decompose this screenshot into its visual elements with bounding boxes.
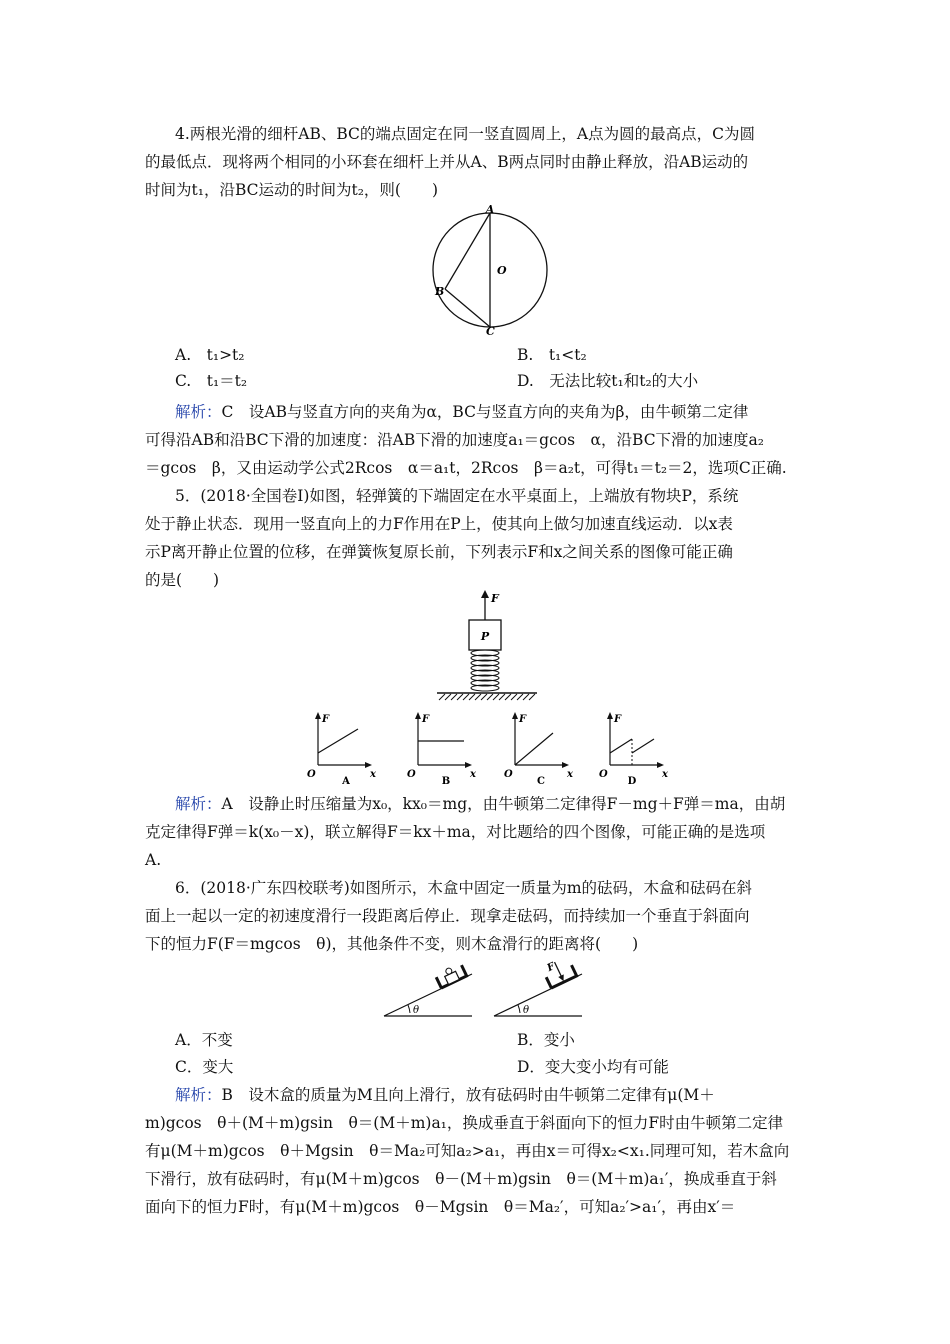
q6-option-c: C．变大 [175, 1058, 234, 1076]
q6-answer-line-2: m)gcos θ＋(M＋m)gsin θ＝(M＋m)a₁，换成垂直于斜面向下的恒力F时由牛顿第二定律 [145, 1114, 784, 1132]
q5-answer-line-2: 克定律得F弹＝k(x₀－x)，联立解得F＝kx＋ma，对比题给的四个图像，可能正确的是选项 [145, 823, 766, 841]
graph-b [400, 705, 480, 787]
q6-option-a: A．不变 [175, 1031, 233, 1049]
q5-stem-line-1: 5．(2018·全国卷Ⅰ)如图，轻弹簧的下端固定在水平桌面上，上端放有物块P，系统 [175, 487, 739, 505]
force-label: F [491, 592, 499, 605]
svg-text:F: F [545, 961, 557, 975]
box-with-force [541, 956, 577, 988]
svg-text:O: O [407, 769, 416, 780]
svg-text:F: F [322, 714, 330, 725]
q6-answer-line-5: 面向下的恒力F时，有μ(M＋m)gcos θ－Mgsin θ＝Ma₂′，可知a₂′>a₁′，再由x′＝ [145, 1198, 736, 1216]
incline-with-weight [380, 958, 480, 1020]
q5-stem-line-3: 示P离开静止位置的位移，在弹簧恢复原长前，下列表示F和x之间关系的图像可能正确 [145, 543, 733, 561]
q4-stem-line-2: 的最低点．现将两个相同的小环套在细杆上并从A、B两点同时由静止释放，沿AB运动的 [145, 153, 749, 171]
graph-d-label: D [627, 776, 637, 787]
analysis-label: 解析： [175, 403, 222, 421]
svg-text:F: F [519, 714, 527, 725]
q4-stem-line-1: 4.两根光滑的细杆AB、BC的端点固定在同一竖直圆周上，A点为圆的最高点，C为圆 [175, 125, 755, 143]
graph-c [497, 705, 577, 787]
q6-stem-line-3: 下的恒力F(F＝mgcos θ)，其他条件不变，则木盒滑行的距离将( ) [145, 935, 639, 953]
label-o: O [497, 264, 507, 277]
q6-answer-line-4: 下滑行，放有砝码时，有μ(M＋m)gcos θ－(M＋m)gsin θ＝(M＋m)a₁′，换成垂直于斜 [145, 1170, 777, 1188]
incline-with-force [490, 956, 590, 1020]
q6-option-d: D．变大变小均有可能 [517, 1058, 669, 1076]
graph-a [300, 705, 380, 787]
q6-option-b: B．变小 [517, 1031, 575, 1049]
q4-stem-line-3: 时间为t₁，沿BC运动的时间为t₂，则( ) [145, 181, 439, 199]
spring [471, 650, 499, 691]
q4-option-c: C. t₁＝t₂ [175, 372, 248, 390]
svg-text:F: F [422, 714, 430, 725]
label-a: A [485, 204, 495, 216]
svg-text:θ: θ [523, 1005, 530, 1016]
label-c: C [486, 325, 495, 336]
svg-text:x: x [567, 769, 573, 780]
q6-stem-line-1: 6．(2018·广东四校联考)如图所示，木盒中固定一质量为m的砝码，木盒和砝码在斜 [175, 879, 753, 897]
graph-c-label: C [537, 776, 545, 787]
q6-stem-line-2: 面上一起以一定的初速度滑行一段距离后停止．现拿走砝码，而持续加一个垂直于斜面向 [145, 907, 750, 925]
q4-option-a: A. t₁>t₂ [175, 346, 245, 364]
q4-answer-line-3: ＝gcos β，又由运动学公式2Rcos α＝a₁t，2Rcos β＝a₂t，可得t₁＝t₂＝2，选项C正确. [145, 459, 787, 477]
spring-block-figure [425, 590, 555, 710]
q5-answer-line-1: 解析：A 设静止时压缩量为x₀，kx₀＝mg，由牛顿第二定律得F－mg＋F弹＝ma，由胡 [175, 795, 786, 813]
svg-text:O: O [599, 769, 608, 780]
svg-text:x: x [470, 769, 476, 780]
svg-text:x: x [370, 769, 376, 780]
svg-text:F: F [614, 714, 622, 725]
svg-text:x: x [662, 769, 668, 780]
svg-text:O: O [307, 769, 316, 780]
q4-answer-line-1: 解析：C 设AB与竖直方向的夹角为α，BC与竖直方向的夹角为β，由牛顿第二定律 [175, 403, 749, 421]
analysis-label: 解析： [175, 1086, 222, 1104]
graph-b-label: B [441, 776, 451, 787]
q5-stem-line-2: 处于静止状态．现用一竖直向上的力F作用在P上，使其向上做匀加速直线运动．以x表 [145, 515, 733, 533]
block-label: P [480, 630, 490, 643]
q4-answer-line-2: 可得沿AB和沿BC下滑的加速度：沿AB下滑的加速度a₁＝gcos α，沿BC下滑的加速度a₂ [145, 431, 765, 449]
circle-rods-figure [420, 204, 560, 336]
q4-option-d: D. 无法比较t₁和t₂的大小 [517, 372, 699, 390]
q6-answer-line-3: 有μ(M＋m)gcos θ＋Mgsin θ＝Ma₂可知a₂>a₁，再由x＝可得x₂<x₁.同理可知，若木盒向 [145, 1142, 790, 1160]
svg-text:θ: θ [413, 1005, 420, 1016]
q4-option-b: B. t₁<t₂ [517, 346, 587, 364]
svg-text:O: O [504, 769, 513, 780]
box-with-weight [435, 962, 467, 988]
q5-answer-line-3: A. [145, 851, 162, 869]
ground-hatch [439, 694, 535, 700]
q6-answer-line-1: 解析：B 设木盒的质量为M且向上滑行，放有砝码时由牛顿第二定律有μ(M＋ [175, 1086, 715, 1104]
graph-d [592, 705, 672, 787]
label-b: B [435, 285, 445, 298]
q5-stem-line-4: 的是( ) [145, 571, 220, 589]
graph-a-label: A [342, 776, 350, 787]
analysis-label: 解析： [175, 795, 222, 813]
